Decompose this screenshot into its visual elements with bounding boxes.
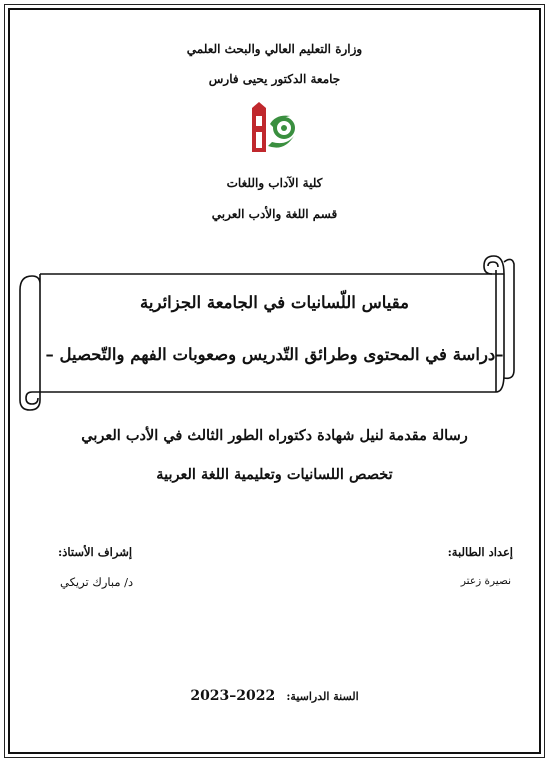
- university-name: جامعة الدكتور يحيى فارس: [208, 72, 341, 86]
- university-logo-icon: [246, 102, 298, 156]
- academic-year-value: 2022–2023: [190, 688, 276, 704]
- department-name: قسم اللغة والأدب العربي: [211, 207, 338, 221]
- thesis-purpose: رسالة مقدمة لنيل شهادة دكتوراه الطور الثالث في الأدب العربي: [81, 427, 468, 444]
- scroll-banner: [18, 250, 518, 416]
- thesis-specialty: تخصص اللسانيات وتعليمية اللغة العربية: [156, 466, 393, 483]
- student-label: إعداد الطالبة:: [447, 545, 513, 559]
- thesis-title-main: مقياس اللّسانيات في الجامعة الجزائرية: [140, 293, 409, 312]
- supervisor-name: د/ مبارك تريكي: [60, 575, 134, 589]
- student-name: نصيرة زعتر: [460, 575, 511, 587]
- thesis-title-subtitle: –دراسة في المحتوى وطرائق التّدريس وصعوبات الفهم والتّحصيل –: [45, 345, 504, 364]
- academic-year: [0, 685, 549, 704]
- supervisor-label: إشراف الأستاذ:: [58, 545, 133, 559]
- ministry-name: وزارة التعليم العالي والبحث العلمي: [186, 42, 363, 56]
- faculty-name: كلية الآداب واللغات: [226, 176, 323, 190]
- academic-year-label: السنة الدراسية:: [286, 690, 359, 703]
